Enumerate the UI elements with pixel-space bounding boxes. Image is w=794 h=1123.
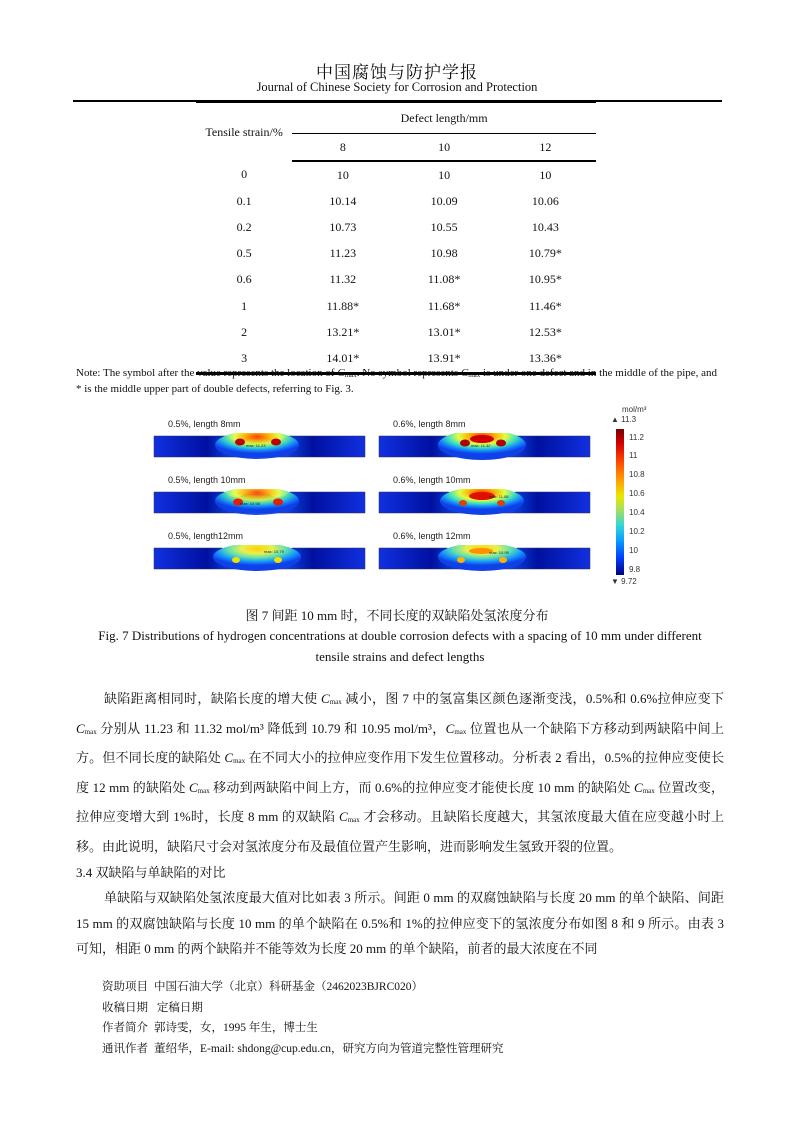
panel-label: 0.6%, length 12mm — [393, 531, 471, 541]
cell: 13.36* — [528, 350, 562, 365]
panel-label: 0.5%, length12mm — [168, 531, 244, 541]
footnote-correspondence: 通讯作者 董绍华，E-mail: shdong@cup.edu.cn，研究方向为管道完整性管理研究 — [102, 1042, 504, 1055]
heatmap-panel — [152, 461, 367, 521]
figure-caption-en: Fig. 7 Distributions of hydrogen concentrations at double corrosion defects with a spacing of 10 mm under different tensile strains and defect lengths — [98, 628, 702, 664]
cell: 10.14 — [329, 193, 357, 208]
panel-label: 0.6%, length 10mm — [393, 475, 471, 485]
table-row — [196, 161, 596, 188]
cell: 10.55 — [430, 219, 458, 234]
colorbar-tick: 10.8 — [629, 470, 645, 479]
cell: 13.01* — [427, 324, 461, 339]
svg-text:max: 10.79: max: 10.79 — [264, 549, 284, 554]
table-row — [196, 214, 596, 240]
cell-strain: 0.5 — [236, 246, 252, 261]
svg-text:max: 11.08: max: 11.08 — [489, 494, 509, 499]
cell: 10.09 — [430, 193, 458, 208]
cell: 10.06 — [531, 193, 559, 208]
cell-strain: 1 — [241, 298, 248, 313]
journal-title-en: Journal of Chinese Society for Corrosion and Protection — [256, 80, 538, 94]
cell: 13.91* — [427, 350, 461, 365]
section-heading: 3.4 双缺陷与单缺陷的对比 — [76, 864, 226, 880]
cmax-symbol: $C_{max}$ — [337, 367, 357, 379]
heatmap-panel — [152, 405, 367, 465]
svg-text:max: 11.32: max: 11.32 — [471, 443, 491, 448]
cell: 10.95* — [528, 272, 562, 287]
cell: 11.23 — [329, 246, 357, 261]
note-text: is under one defect and in the middle of the pipe, and * is the middle upper part of double defects, referring to Fig. 3. — [76, 367, 718, 395]
colorbar-min: ▼ 9.72 — [611, 577, 637, 586]
footnote-dates: 收稿日期 定稿日期 — [102, 1001, 203, 1014]
cell: 14.01* — [326, 350, 360, 365]
panel-label: 0.6%, length 8mm — [393, 419, 466, 429]
colorbar-tick: 10.6 — [629, 489, 645, 498]
table-note — [76, 367, 722, 396]
colorbar — [602, 405, 652, 595]
table-row — [196, 267, 596, 293]
cell: 11.68* — [427, 298, 461, 313]
heatmap-panel — [377, 405, 592, 465]
table-row — [196, 293, 596, 319]
footnote-author: 作者简介 郭诗雯，女，1995 年生，博士生 — [102, 1022, 318, 1034]
data-table — [196, 100, 596, 375]
body-text — [76, 686, 724, 962]
cell-strain: 3 — [241, 350, 248, 365]
column-header: 10 — [393, 134, 494, 162]
colorbar-tick: 9.8 — [629, 565, 641, 574]
table-row — [196, 241, 596, 267]
cell: 10 — [336, 167, 349, 182]
cell: 13.21* — [326, 324, 360, 339]
colorbar-tick: 10.2 — [629, 527, 645, 536]
group-header: Defect length/mm — [292, 103, 596, 134]
cell-strain: 0.2 — [236, 219, 252, 234]
cell-strain: 0.6 — [236, 272, 252, 287]
heatmap-panel — [377, 517, 592, 577]
svg-text:max: 11.23: max: 11.23 — [246, 443, 266, 448]
column-header: 12 — [495, 134, 596, 162]
cell: 10 — [539, 167, 552, 182]
figure-7 — [152, 405, 652, 595]
panel-label: 0.5%, length 8mm — [168, 419, 241, 429]
cell: 11.32 — [329, 272, 357, 287]
cell: 10.43 — [531, 219, 559, 234]
cell: 11.46* — [529, 298, 562, 313]
table-row — [196, 319, 596, 345]
cell: 11.88* — [326, 298, 360, 313]
colorbar-tick: 11.2 — [629, 433, 644, 442]
paragraph: 缺陷距离相同时，缺陷长度的增大使 $C_{max}$ 减小，图 7 中的氢富集区颜色逐渐变浅，0.5%和 0.6%拉伸应变下 $C_{max}$ 分别从 11.23 和 11.32 mol/m³ 降低到 10.79 和 10.95 mol/m³，$C_{max}$ 位置也从一个缺陷下方移动到两缺陷中间上方。但不同长度的缺陷处 $C_{max}$ 在不同大小的拉伸应变作用下发生位置移动。分析表 2 看出，0.5%的拉伸应变使长度 12 mm 的缺陷处 $C_{max}$ 移动到两缺陷中间上方，而 0.6%的拉伸应变才能使长度 10 mm 的缺陷处 $C_{max}$ 位置改变，拉伸应变增大到 1%时，长度 8 mm 的双缺陷 $C_{max}$ 才会移动。且缺陷长度越大，其氢浓度最大值在应变越小时上移。由此说明，缺陷尺寸会对氢浓度分布及最值位置产生影响，进而影响发生氢致开裂的位置。 — [76, 691, 724, 854]
cell: 12.53* — [528, 324, 562, 339]
svg-text:max: 10.95: max: 10.95 — [489, 550, 509, 555]
footnote-funding: 资助项目 中国石油大学（北京）科研基金（2462023BJRC020） — [102, 981, 423, 993]
cell: 10.98 — [430, 246, 458, 261]
cell-strain: 2 — [241, 324, 248, 339]
footnotes — [102, 977, 504, 1059]
cell-strain: 0 — [241, 167, 248, 182]
column-header: 8 — [292, 134, 393, 162]
colorbar-tick: 10.4 — [629, 508, 645, 517]
figure-caption-cn: 图 7 间距 10 mm 时，不同长度的双缺陷处氢浓度分布 — [245, 608, 549, 623]
cmax-symbol: $C_{max}$ — [460, 367, 481, 379]
colorbar-max: ▲ 11.3 — [611, 415, 637, 424]
cell-strain: 0.1 — [236, 193, 252, 208]
panel-label: 0.5%, length 10mm — [168, 475, 246, 485]
cell: 11.08* — [427, 272, 461, 287]
paragraph: 单缺陷与双缺陷处氢浓度最大值对比如表 3 所示。间距 0 mm 的双腐蚀缺陷与长度 20 mm 的单个缺陷、间距 15 mm 的双腐蚀缺陷与长度 10 mm 的单个缺陷在 0.5%和 1%的拉伸应变下的氢浓度分布如图 8 和 9 所示。由表 3 可知，相距 0 mm 的两个缺陷并不能等效为长度 20 mm 的单个缺陷，前者的最大浓度在不同 — [76, 890, 724, 957]
heatmap-panel — [152, 517, 367, 577]
journal-title-cn: 中国腐蚀与防护学报 — [316, 63, 478, 82]
row-header: Tensile strain/% — [205, 124, 283, 139]
svg-text:max: 10.98: max: 10.98 — [240, 501, 260, 506]
cell: 10.73 — [329, 219, 357, 234]
colorbar-unit: mol/m³ — [622, 405, 647, 414]
cell: 10.79* — [528, 246, 562, 261]
colorbar-gradient — [616, 429, 624, 575]
note-text: . No symbol represents — [356, 367, 461, 379]
colorbar-tick: 11 — [629, 451, 638, 460]
colorbar-tick: 10 — [629, 546, 638, 555]
note-text: Note: The symbol after the value represents the location of — [76, 367, 338, 379]
table-row — [196, 188, 596, 214]
cell: 10 — [438, 167, 451, 182]
heatmap-panel — [377, 461, 592, 521]
